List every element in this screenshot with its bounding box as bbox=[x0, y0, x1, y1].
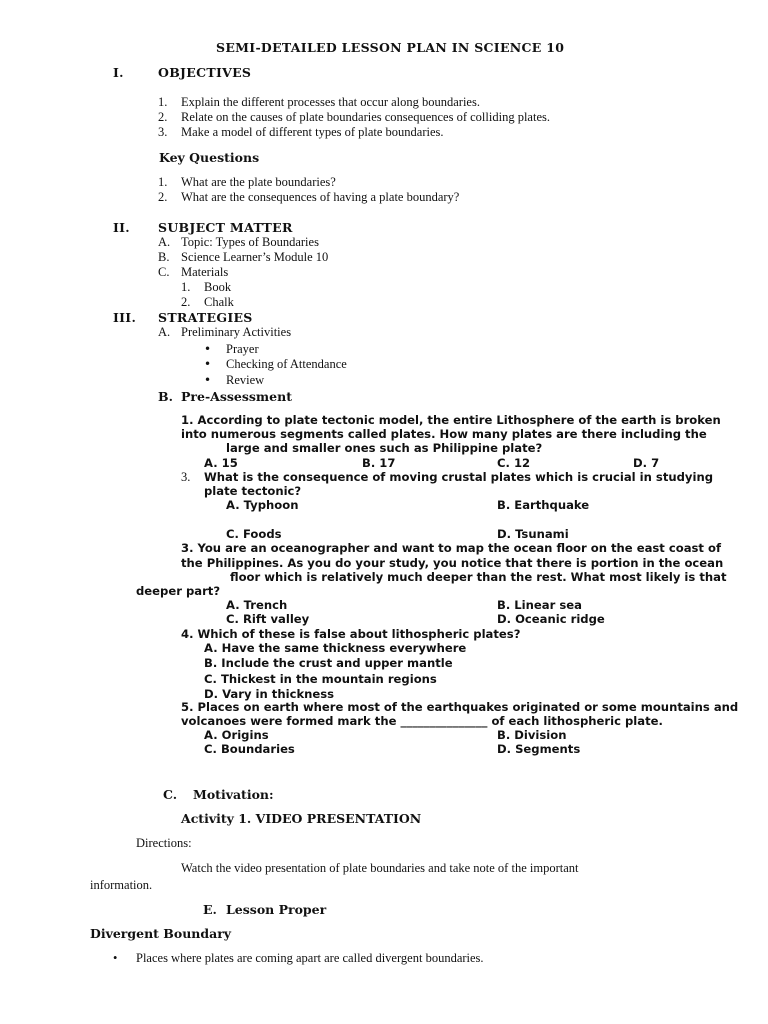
bullet-icon: • bbox=[204, 342, 212, 356]
key-question-text-1: What are the plate boundaries? bbox=[181, 175, 336, 189]
q1-option-c: C. 12 bbox=[497, 456, 531, 470]
bullet-icon: • bbox=[204, 373, 212, 387]
bullet-icon: • bbox=[113, 951, 118, 965]
q1-option-b: B. 17 bbox=[362, 456, 396, 470]
section-numeral-3: III. bbox=[113, 310, 137, 325]
q2-option-a: A. Typhoon bbox=[226, 498, 299, 512]
directions-line-1: Watch the video presentation of plate boundaries and take note of the important bbox=[181, 861, 579, 875]
section-numeral-1: I. bbox=[113, 65, 124, 80]
lesson-label: Lesson Proper bbox=[226, 902, 327, 917]
key-question-num-2: 2. bbox=[158, 190, 168, 204]
section-numeral-2: II. bbox=[113, 220, 130, 235]
q2-option-d: D. Tsunami bbox=[497, 527, 569, 541]
q3-option-c: C. Rift valley bbox=[226, 612, 310, 626]
divergent-heading: Divergent Boundary bbox=[90, 926, 232, 941]
subject-item-materials: Materials bbox=[181, 265, 229, 279]
q2-option-c: C. Foods bbox=[226, 527, 282, 541]
activity-title: Activity 1. VIDEO PRESENTATION bbox=[181, 811, 422, 826]
q2-line-2: plate tectonic? bbox=[204, 484, 302, 498]
q1-line-2: into numerous segments called plates. How many plates are there including the bbox=[181, 427, 707, 441]
q3-option-b: B. Linear sea bbox=[497, 598, 582, 612]
pre-assess-label: Pre-Assessment bbox=[181, 389, 292, 404]
pre-assess-num: B. bbox=[158, 389, 173, 404]
section-heading-objectives: OBJECTIVES bbox=[158, 65, 252, 80]
q3-line-3: floor which is relatively much deeper than the rest. What most likely is that bbox=[230, 570, 727, 584]
q2-line-1: What is the consequence of moving crustal plates which is crucial in studying bbox=[204, 470, 713, 484]
material-chalk: Chalk bbox=[204, 295, 234, 309]
q4-line-1: 4. Which of these is false about lithospheric plates? bbox=[181, 627, 521, 641]
objective-text-1: Explain the different processes that occur along boundaries. bbox=[181, 95, 480, 109]
motivation-label: Motivation: bbox=[193, 787, 274, 802]
q2-num: 3. bbox=[181, 470, 191, 484]
prelim-item-prayer: Prayer bbox=[226, 342, 259, 356]
section-heading-subject-matter: SUBJECT MATTER bbox=[158, 220, 293, 235]
subject-item-num-a: A. bbox=[158, 235, 171, 249]
q5-option-b: B. Division bbox=[497, 728, 567, 742]
q5-line-2: volcanoes were formed mark the _______________ of each lithospheric plate. bbox=[181, 714, 663, 728]
q5-option-a: A. Origins bbox=[204, 728, 269, 742]
material-num-2: 2. bbox=[181, 295, 191, 309]
q1-option-a: A. 15 bbox=[204, 456, 238, 470]
q3-option-a: A. Trench bbox=[226, 598, 288, 612]
q4-option-b: B. Include the crust and upper mantle bbox=[204, 656, 453, 670]
directions-line-2: information. bbox=[90, 878, 153, 892]
material-num-1: 1. bbox=[181, 280, 191, 294]
bullet-icon: • bbox=[204, 357, 212, 371]
q5-line-1: 5. Places on earth where most of the earthquakes originated or some mountains and bbox=[181, 700, 739, 714]
key-questions-heading: Key Questions bbox=[159, 150, 260, 165]
q4-option-d: D. Vary in thickness bbox=[204, 687, 335, 701]
page-title: SEMI-DETAILED LESSON PLAN IN SCIENCE 10 bbox=[216, 40, 565, 55]
key-question-text-2: What are the consequences of having a plate boundary? bbox=[181, 190, 460, 204]
q1-line-3: large and smaller ones such as Philippine plate? bbox=[226, 441, 543, 455]
q1-option-d: D. 7 bbox=[633, 456, 660, 470]
q3-line-2: the Philippines. As you do your study, you notice that there is portion in the ocean bbox=[181, 556, 724, 570]
q5-option-d: D. Segments bbox=[497, 742, 581, 756]
subject-item-num-b: B. bbox=[158, 250, 170, 264]
q4-option-a: A. Have the same thickness everywhere bbox=[204, 641, 467, 655]
subject-item-num-c: C. bbox=[158, 265, 170, 279]
divergent-text: Places where plates are coming apart are called divergent boundaries. bbox=[136, 951, 484, 965]
q4-option-c: C. Thickest in the mountain regions bbox=[204, 672, 437, 686]
section-heading-strategies: STRATEGIES bbox=[158, 310, 253, 325]
subject-item-module: Science Learner’s Module 10 bbox=[181, 250, 329, 264]
material-book: Book bbox=[204, 280, 232, 294]
prelim-label: Preliminary Activities bbox=[181, 325, 292, 339]
q3-option-d: D. Oceanic ridge bbox=[497, 612, 605, 626]
objective-text-3: Make a model of different types of plate boundaries. bbox=[181, 125, 444, 139]
prelim-num: A. bbox=[158, 325, 171, 339]
q1-line-1: 1. According to plate tectonic model, the entire Lithosphere of the earth is broken bbox=[181, 413, 721, 427]
q5-option-c: C. Boundaries bbox=[204, 742, 295, 756]
objective-text-2: Relate on the causes of plate boundaries consequences of colliding plates. bbox=[181, 110, 550, 124]
objective-num-1: 1. bbox=[158, 95, 168, 109]
q3-line-4: deeper part? bbox=[136, 584, 221, 598]
prelim-item-review: Review bbox=[226, 373, 265, 387]
subject-item-topic: Topic: Types of Boundaries bbox=[181, 235, 319, 249]
q3-line-1: 3. You are an oceanographer and want to map the ocean floor on the east coast of bbox=[181, 541, 722, 555]
directions-label: Directions: bbox=[136, 836, 192, 850]
motivation-num: C. bbox=[163, 787, 178, 802]
key-question-num-1: 1. bbox=[158, 175, 168, 189]
objective-num-3: 3. bbox=[158, 125, 168, 139]
lesson-num: E. bbox=[203, 902, 217, 917]
q2-option-b: B. Earthquake bbox=[497, 498, 590, 512]
objective-num-2: 2. bbox=[158, 110, 168, 124]
prelim-item-attendance: Checking of Attendance bbox=[226, 357, 347, 371]
